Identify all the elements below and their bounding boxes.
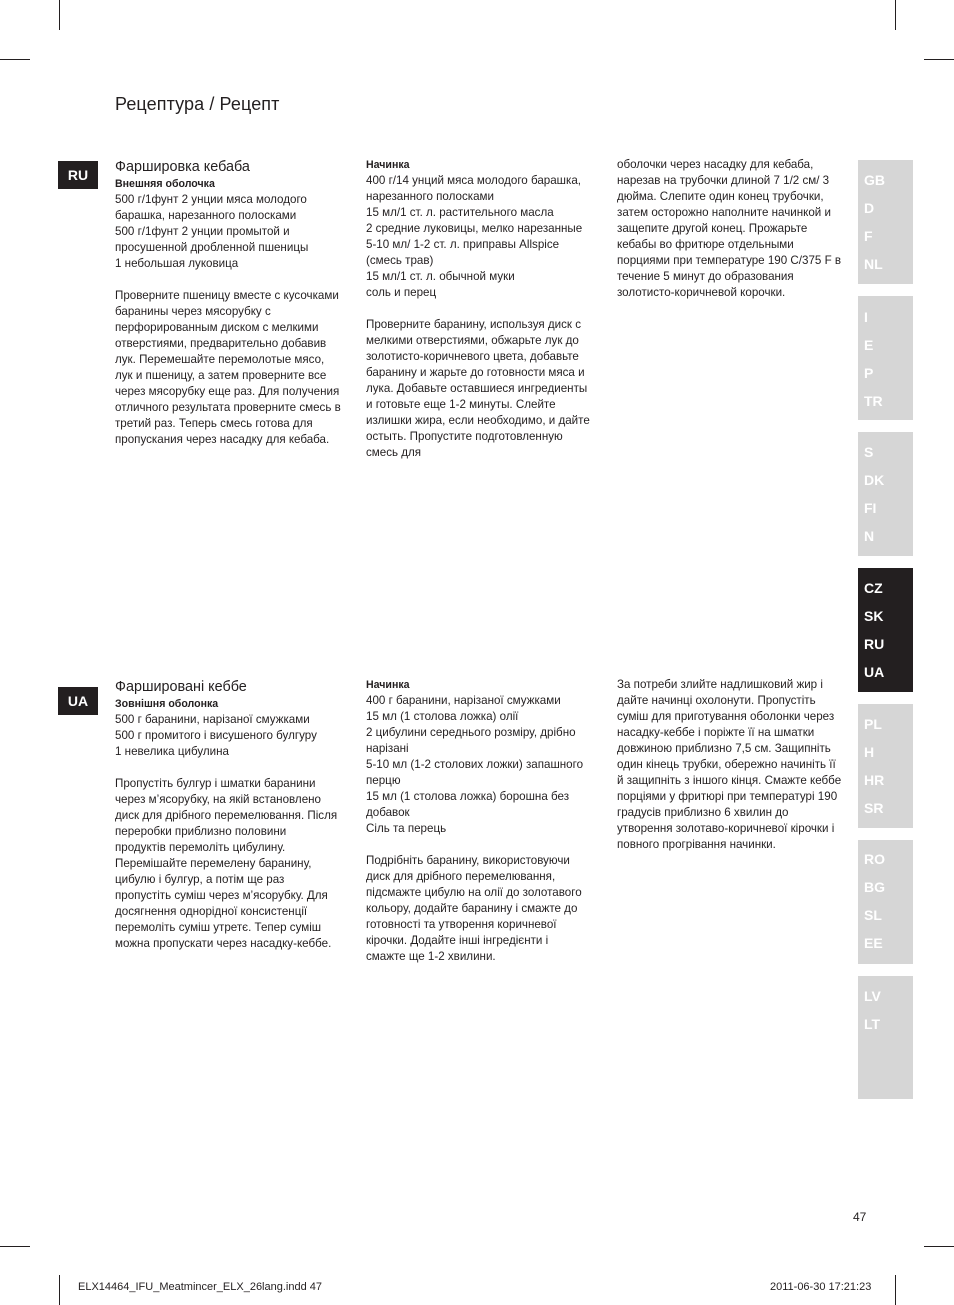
language-tab-group-2 [858, 296, 913, 420]
language-tab-nl: NL [864, 256, 883, 272]
final-method: За потреби злийте надлишковий жир і дайте начинці охолонути. Пропустіть суміш для приготування оболонки через насадку-кеббе і поріжте її на шматки довжиною приблизно 7,5 см. Защипніть один кінець трубки, обережно начиніть її й защипніть з іншого кінця. Смажте кеббе порціями у фритюрі при температурі 190 градусів приблизно 6 хвилин до утворення золотаво-коричневої кірочки і повного прогрівання начинки. [617, 678, 842, 851]
final-method: оболочки через насадку для кебаба, нарезав на трубочки длиной 7 1/2 см/ 3 дюйма. Слепите один конец трубочки, затем осторожно наполните начинкой и защепите другой конец. Прожарьте кебабы во фритюре отдельными порциями при температуре 190 C/375 F в течение 5 минут до образования золотисто-коричневой корочки. [617, 158, 842, 299]
recipe-title: Фаршировка кебаба [115, 159, 250, 175]
language-tab-cz: CZ [864, 580, 883, 596]
language-tab-pl: PL [864, 716, 882, 732]
language-tab-gb: GB [864, 172, 885, 188]
language-tab-e: E [864, 337, 874, 353]
language-tab-sk: SK [864, 608, 884, 624]
filling-method: Проверните баранину, используя диск с мелкими отверстиями, обжарьте лук до золотисто-коричневого цвета, добавьте баранину и жарьте до готовности мяса и лука. Добавьте оставшиеся ингредиенты и готовьте еще 1-2 минуты. Слейте излишки жира, если необходимо, и дайте остыть. Пропустите подготовленную смесь для [366, 318, 590, 459]
crop-mark [924, 59, 954, 60]
shell-method: Пропустіть булгур і шматки баранини через м’ясорубку, на якій встановлено диск для дрібного перемелювання. Після переробки приблизно половини продуктів перемоліть цибулину. Перемішайте перемелену баранину, цибулю і булгур, а потім ще раз пропустіть суміш через м’ясорубку. Для досягнення однорідної консистенції перемоліть суміш утретє. Тепер суміш можна пропускати через насадку-кеббе. [115, 777, 338, 950]
language-badge-ru: RU [58, 161, 98, 189]
language-tab-sr: SR [864, 800, 884, 816]
ua-column-2 [366, 677, 590, 965]
ru-column-2 [366, 157, 590, 461]
language-tab-group-4-active [858, 568, 913, 692]
ua-column-3 [617, 677, 843, 853]
language-tab-dk: DK [864, 472, 885, 488]
crop-mark [0, 1246, 30, 1247]
language-badge-ua: UA [58, 687, 98, 715]
language-tab-lv: LV [864, 988, 881, 1004]
ru-column-3 [617, 157, 843, 301]
recipe-title: Фаршировані кеббе [115, 679, 247, 695]
filling-heading: Начинка [366, 679, 410, 691]
ua-column-1 [115, 678, 340, 952]
language-tab-bg: BG [864, 879, 885, 895]
shell-heading: Внешняя оболочка [115, 178, 215, 190]
filling-heading: Начинка [366, 159, 410, 171]
footer-file-name: ELX14464_IFU_Meatmincer_ELX_26lang.indd 47 [78, 1281, 322, 1293]
language-tab-s: S [864, 444, 874, 460]
language-tab-f: F [864, 228, 873, 244]
language-tab-h: H [864, 744, 875, 760]
shell-ingredients: 500 г баранини, нарізаної смужками 500 г промитого і висушеного булгуру 1 невелика цибулина [115, 713, 317, 758]
crop-mark [924, 1246, 954, 1247]
language-tab-sl: SL [864, 907, 882, 923]
language-tab-n: N [864, 528, 875, 544]
crop-mark [895, 1275, 896, 1305]
shell-method: Проверните пшеницу вместе с кусочками баранины через мясорубку с перфорированным диском с мелкими отверстиями, предварительно добавив лук. Перемешайте перемолотые мясо, лук и пшеницу, а затем проверните все через мясорубку еще раз. Для получения отличного результата проверните смесь в третий раз. Теперь смесь готова для пропускания через насадку для кебаба. [115, 289, 341, 446]
language-tab-group-1 [858, 160, 913, 284]
language-tab-fi: FI [864, 500, 877, 516]
page-number: 47 [853, 1210, 867, 1224]
shell-ingredients: 500 г/1фунт 2 унции мяса молодого барашка, нарезанного полосками 500 г/1фунт 2 унции промытой и просушенной дробленной пшеницы 1 небольшая луковица [115, 193, 309, 270]
crop-mark [59, 0, 60, 30]
crop-mark [895, 0, 896, 30]
page-title: Рецептура / Рецепт [115, 94, 280, 114]
language-tab-i: I [864, 309, 868, 325]
filling-method: Подрібніть баранину, використовуючи диск для дрібного перемелювання, підсмажте цибулю на олії до золотавого кольору, додайте баранину і смажте до готовності та утворення коричневої кірочки. Додайте інші інгредієнти і смажте ще 1-2 хвилини. [366, 854, 582, 963]
ru-column-1 [115, 158, 345, 448]
filling-ingredients: 400 г баранини, нарізаної смужками 15 мл (1 столова ложка) олії 2 цибулини середнього розміру, дрібно нарізані 5-10 мл (1-2 столових ложки) запашного перцю 15 мл (1 столова ложка) борошна без добавок Сіль та перець [366, 694, 584, 835]
language-tab-group-7 [858, 976, 913, 1099]
language-tab-lt: LT [864, 1016, 881, 1032]
language-tab-group-5 [858, 704, 913, 828]
language-tab-p: P [864, 365, 874, 381]
language-tab-group-6 [858, 840, 913, 964]
language-tab-ee: EE [864, 935, 883, 951]
language-tab-ru: RU [864, 636, 885, 652]
language-tab-d: D [864, 200, 875, 216]
footer-datetime: 2011-06-30 17:21:23 [770, 1281, 872, 1293]
language-tab-ro: RO [864, 851, 885, 867]
crop-mark [59, 1275, 60, 1305]
shell-heading: Зовнішня оболонка [115, 698, 219, 710]
filling-ingredients: 400 г/14 унций мяса молодого барашка, нарезанного полосками 15 мл/1 ст. л. растительного масла 2 средние луковицы, мелко нарезанные 5-10 мл/ 1-2 ст. л. приправы Allspice (смесь трав) 15 мл/1 ст. л. обычной муки соль и перец [366, 174, 583, 299]
language-tab-tr: TR [864, 393, 883, 409]
language-tab-group-3 [858, 432, 913, 556]
language-tab-ua: UA [864, 664, 885, 680]
language-tab-hr: HR [864, 772, 885, 788]
crop-mark [0, 59, 30, 60]
